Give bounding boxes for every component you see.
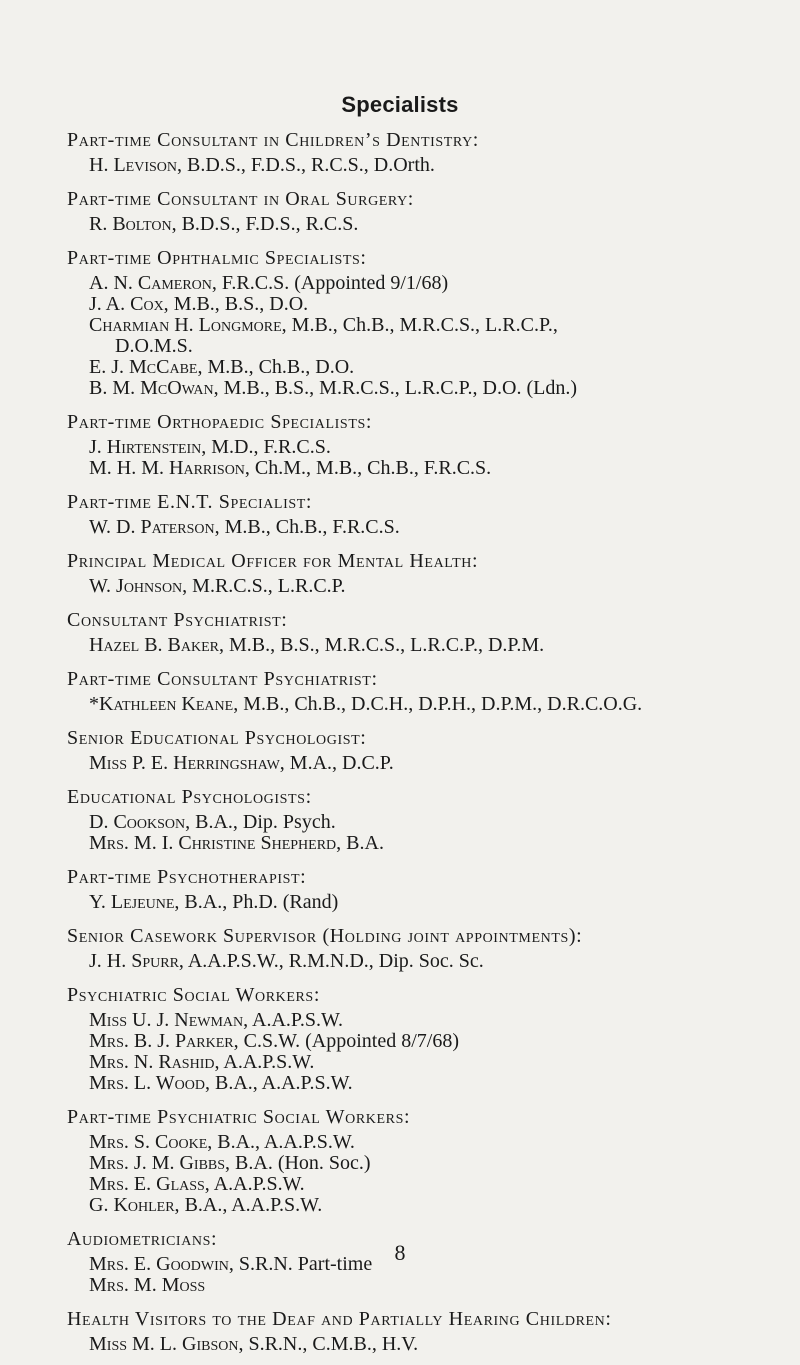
staff-entry [67, 694, 787, 715]
section [67, 245, 787, 399]
name-list [67, 751, 787, 774]
staff-entry [67, 155, 787, 176]
staff-name: Miss M. L. Gibson, [89, 1333, 244, 1355]
staff-entry [67, 458, 787, 479]
staff-name: M. H. M. Harrison, [89, 457, 250, 479]
staff-entry [67, 315, 787, 357]
section-heading: Health Visitors to the Deaf and Partially Hearing Children: [67, 1308, 612, 1330]
staff-qualifications: B.A., A.A.P.S.W. [209, 1072, 353, 1094]
section-heading: Part-time Consultant in Oral Surgery: [67, 188, 414, 210]
name-list [67, 1332, 787, 1355]
staff-qualifications: M.B., B.S., D.O. [168, 293, 309, 315]
staff-entry [67, 1031, 787, 1052]
name-list [67, 153, 787, 176]
staff-name: J. Hirtenstein, [89, 436, 207, 458]
section [67, 607, 787, 656]
section [67, 923, 787, 972]
section [67, 982, 787, 1094]
staff-entry [67, 1153, 787, 1174]
staff-entry [67, 378, 787, 399]
staff-name: E. J. McCabe, [89, 356, 203, 378]
staff-qualifications: S.R.N., C.M.B., H.V. [243, 1333, 419, 1355]
section-heading: Senior Educational Psychologist: [67, 727, 367, 749]
staff-qualifications: M.A., D.C.P. [284, 752, 394, 774]
staff-entry [67, 576, 787, 597]
staff-qualifications: M.B., B.S., M.R.C.S., L.R.C.P., D.O. (Ldn.) [218, 377, 577, 399]
staff-qualifications: M.B., Ch.B., F.R.C.S. [219, 516, 400, 538]
section [67, 725, 787, 774]
staff-name: Y. Lejeune, [89, 891, 180, 913]
staff-entry [67, 753, 787, 774]
name-list [67, 574, 787, 597]
staff-qualifications: C.S.W. (Appointed 8/7/68) [238, 1030, 459, 1052]
staff-name: *Kathleen Keane, [89, 693, 239, 715]
name-list [67, 212, 787, 235]
section [67, 127, 787, 176]
staff-name: Miss U. J. Newman, [89, 1009, 249, 1031]
staff-qualifications: B.D.S., F.D.S., R.C.S. [176, 213, 359, 235]
staff-name: Mrs. N. Rashid, [89, 1051, 220, 1073]
staff-entry [67, 951, 787, 972]
staff-qualifications: Ch.M., M.B., Ch.B., F.R.C.S. [249, 457, 492, 479]
staff-qualifications: B.A., A.A.P.S.W. [179, 1194, 323, 1216]
staff-qualifications: A.A.P.S.W. [219, 1051, 315, 1073]
staff-entry [67, 437, 787, 458]
section [67, 1104, 787, 1216]
staff-name: Mrs. B. J. Parker, [89, 1030, 239, 1052]
staff-entry [67, 1195, 787, 1216]
staff-qualifications: S.R.N. Part-time [233, 1253, 373, 1275]
page-title: Specialists [341, 92, 459, 117]
staff-name: Charmian H. Longmore, [89, 314, 287, 336]
section [67, 186, 787, 235]
section-heading: Part-time E.N.T. Specialist: [67, 491, 313, 513]
section-heading: Senior Casework Supervisor (Holding joint appointments): [67, 925, 583, 947]
staff-name: W. Johnson, [89, 575, 188, 597]
staff-entry [67, 1132, 787, 1153]
name-list [67, 1008, 787, 1094]
staff-qualifications: M.B., B.S., M.R.C.S., L.R.C.P., D.P.M. [224, 634, 545, 656]
staff-entry [67, 833, 787, 854]
staff-name: R. Bolton, [89, 213, 177, 235]
section-heading: Part-time Orthopaedic Specialists: [67, 411, 373, 433]
staff-name: Mrs. L. Wood, [89, 1072, 210, 1094]
name-list [67, 890, 787, 913]
staff-name: J. H. Spurr, [89, 950, 184, 972]
staff-qualifications: M.B., Ch.B., M.R.C.S., L.R.C.P., [286, 314, 558, 336]
section [67, 864, 787, 913]
staff-entry [67, 214, 787, 235]
staff-qualifications: B.A., A.A.P.S.W. [212, 1131, 355, 1153]
staff-entry [67, 294, 787, 315]
staff-name: A. N. Cameron, [89, 272, 217, 294]
staff-entry [67, 1073, 787, 1094]
staff-name: H. Levison, [89, 154, 182, 176]
staff-name: Mrs. E. Goodwin, [89, 1253, 234, 1275]
staff-qualifications: B.A. [341, 832, 384, 854]
staff-entry [67, 812, 787, 833]
page-number: 8 [394, 1240, 406, 1265]
staff-qualifications: B.A., Ph.D. (Rand) [179, 891, 339, 913]
staff-name: D. Cookson, [89, 811, 191, 833]
section [67, 666, 787, 715]
staff-entry [67, 1010, 787, 1031]
staff-name: W. D. Paterson, [89, 516, 220, 538]
staff-qualifications-continued: D.O.M.S. [115, 335, 193, 357]
name-list [67, 633, 787, 656]
section-heading: Part-time Consultant Psychiatrist: [67, 668, 378, 690]
staff-list [67, 127, 787, 1365]
name-list [67, 271, 787, 399]
staff-entry [67, 892, 787, 913]
section-heading: Part-time Ophthalmic Specialists: [67, 247, 367, 269]
staff-name: J. A. Cox, [89, 293, 169, 315]
section-heading: Part-time Consultant in Children’s Dentistry: [67, 129, 479, 151]
staff-qualifications: A.A.P.S.W. [248, 1009, 343, 1031]
name-list [67, 810, 787, 854]
section-heading: Part-time Psychiatric Social Workers: [67, 1106, 411, 1128]
staff-qualifications: B.A. (Hon. Soc.) [230, 1152, 371, 1174]
name-list [67, 515, 787, 538]
staff-qualifications: M.D., F.R.C.S. [206, 436, 331, 458]
section [67, 409, 787, 479]
staff-entry [67, 1174, 787, 1195]
staff-qualifications: B.A., Dip. Psych. [190, 811, 336, 833]
staff-name: Mrs. M. Moss [89, 1274, 206, 1296]
staff-qualifications: A.A.P.S.W. [209, 1173, 305, 1195]
staff-qualifications: F.R.C.S. (Appointed 9/1/68) [216, 272, 449, 294]
staff-entry [67, 1334, 787, 1355]
name-list [67, 435, 787, 479]
staff-entry [67, 273, 787, 294]
staff-qualifications: M.R.C.S., L.R.C.P. [187, 575, 346, 597]
staff-name: Mrs. S. Cooke, [89, 1131, 213, 1153]
section [67, 784, 787, 854]
section-heading: Part-time Psychotherapist: [67, 866, 307, 888]
staff-qualifications: A.A.P.S.W., R.M.N.D., Dip. Soc. Sc. [183, 950, 484, 972]
staff-qualifications: M.B., Ch.B., D.O. [202, 356, 355, 378]
staff-name: G. Kohler, [89, 1194, 180, 1216]
staff-entry [67, 1275, 787, 1296]
section-heading: Psychiatric Social Workers: [67, 984, 320, 1006]
staff-name: B. M. McOwan, [89, 377, 219, 399]
name-list [67, 949, 787, 972]
staff-name: Hazel B. Baker, [89, 634, 224, 656]
staff-name: Mrs. M. I. Christine Shepherd, [89, 832, 342, 854]
staff-name: Miss P. E. Herringshaw, [89, 752, 285, 774]
section [67, 548, 787, 597]
section [67, 489, 787, 538]
name-list [67, 1130, 787, 1216]
section-heading: Consultant Psychiatrist: [67, 609, 288, 631]
staff-qualifications: B.D.S., F.D.S., R.C.S., D.Orth. [182, 154, 435, 176]
staff-name: Mrs. E. Glass, [89, 1173, 210, 1195]
section-heading: Audiometricians: [67, 1228, 218, 1250]
staff-qualifications: M.B., Ch.B., D.C.H., D.P.H., D.P.M., D.R.C.O.G. [238, 693, 643, 715]
staff-entry [67, 1052, 787, 1073]
staff-entry [67, 357, 787, 378]
section [67, 1306, 787, 1355]
section-heading: Principal Medical Officer for Mental Health: [67, 550, 479, 572]
section-heading: Educational Psychologists: [67, 786, 312, 808]
staff-entry [67, 517, 787, 538]
staff-entry [67, 635, 787, 656]
staff-name: Mrs. J. M. Gibbs, [89, 1152, 231, 1174]
name-list [67, 692, 787, 715]
